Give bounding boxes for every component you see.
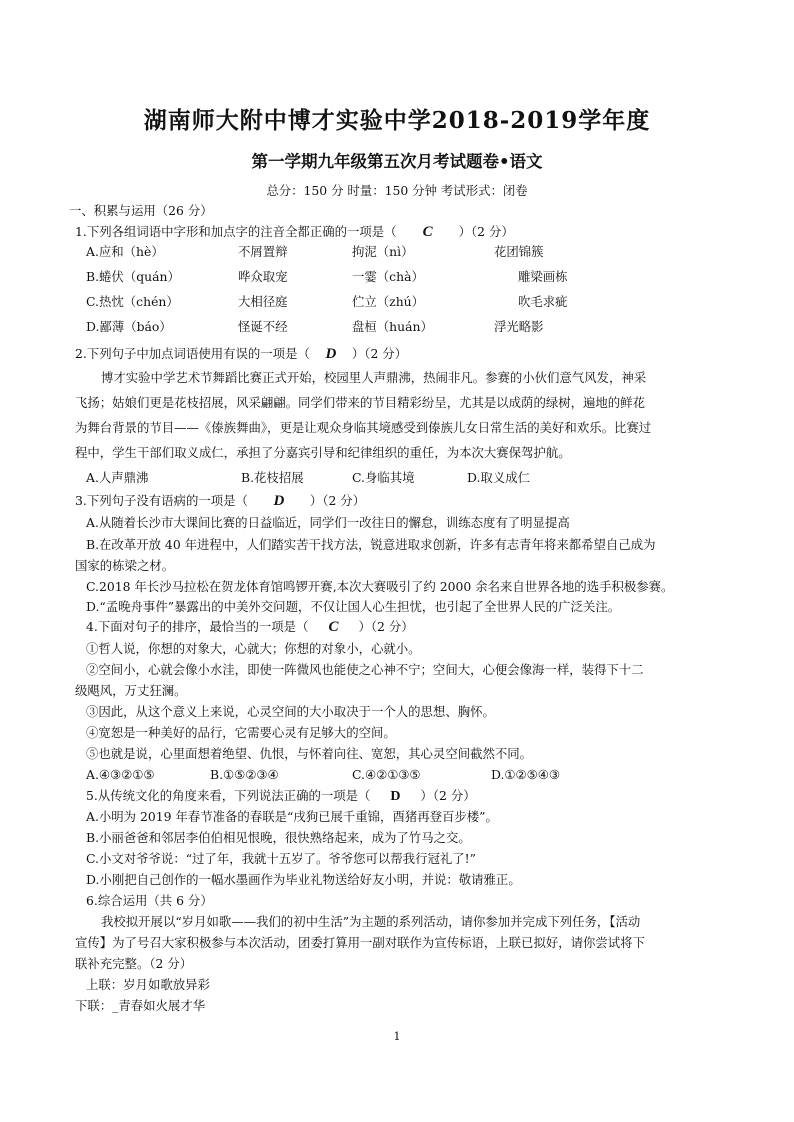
q2-option-c: C.身临其境: [352, 470, 415, 485]
q1-option-b: B.蜷伏（quán）: [86, 269, 180, 284]
q1-option-c-word4: 吹毛求疵: [518, 294, 568, 309]
q6-passage-line: 联补充完整。（2 分）: [75, 956, 193, 971]
q4-option-d: D.①②⑤④③: [491, 767, 560, 782]
q5-option-a: A.小明为 2019 年春节准备的春联是“戌狗已展千重锦，酉猪再登百步楼”。: [86, 809, 498, 824]
q1-option-d: D.鄙薄（báo）: [86, 319, 172, 334]
answer-2: D: [325, 346, 337, 362]
q2-passage-line: 飞扬；姑娘们更是花枝招展，风采翩翩。同学们带来的节目精彩纷呈，尤其是以成荫的绿树，遍地的鲜花: [75, 395, 645, 410]
q1-option-d-word2: 怪诞不经: [238, 319, 288, 334]
q3-option-b-cont: 国家的栋梁之材。: [75, 558, 175, 573]
q1-option-d-word4: 浮光略影: [494, 319, 544, 334]
q1-option-a-word4: 花团锦簇: [494, 244, 544, 259]
q1-option-b-word2: 哗众取宠: [238, 269, 288, 284]
answer-1: C: [422, 224, 433, 240]
question-4-stem: 4.下面对句子的排序，最恰当的一项是（ C ）（2 分）: [86, 619, 414, 635]
q5-option-d: D.小刚把自己创作的一幅水墨画作为毕业礼物送给好友小明，并说：敬请雅正。: [86, 872, 521, 887]
question-6-stem: 6.综合运用（共 6 分）: [86, 893, 213, 908]
q6-passage-line: 宣传】为了号召大家积极参与本次活动，团委打算用一副对联作为宣传标语，上联已拟好，请你尝试将下: [75, 935, 645, 950]
q4-sentence-2: ②空间小，心就会像小水洼，即使一阵微风也能使之心神不宁；空间大，心便会像海一样，装得下十二: [86, 662, 644, 677]
section-heading: 一、积累与运用（26 分）: [69, 203, 213, 218]
q1-option-c-word2: 大相径庭: [238, 294, 288, 309]
q1-option-b-word3: 一霎（chà）: [352, 269, 424, 284]
q1-option-a-word2: 不屑置辩: [238, 244, 288, 259]
q3-option-b: B.在改革开放 40 年进程中，人们踏实苦干找方法，锐意进取求创新，许多有志青年将来都希望自己成为: [86, 537, 656, 552]
q6-passage-line: 我校拟开展以“岁月如歌——我们的初中生活”为主题的系列活动，请你参加并完成下列任务，【活动: [101, 914, 641, 929]
q1-option-a: A.应和（hè）: [86, 244, 164, 259]
q2-option-b: B.花枝招展: [241, 470, 304, 485]
lower-couplet-answer: 下联：_青春如火展才华: [75, 998, 206, 1013]
q2-passage-line: 为舞台背景的节目——《傣族舞曲》，更是让观众身临其境感受到傣族儿女日常生活的美好和欢乐。比赛过: [75, 420, 652, 435]
question-2-stem: 2.下列句子中加点词语使用有误的一项是（ D ）（2 分）: [75, 346, 408, 362]
q2-option-a: A.人声鼎沸: [86, 470, 149, 485]
exam-meta: 总分：150 分 时量：150 分钟 考试形式：闭卷: [266, 183, 528, 198]
q5-option-b: B.小丽爸爸和邻居李伯伯相见恨晚，很快熟络起来，成为了竹马之交。: [86, 830, 471, 845]
q1-option-d-word3: 盘桓（huán）: [352, 319, 433, 334]
q4-sentence-2-cont: 级飓风，万丈狂澜。: [75, 683, 187, 698]
q4-option-b: B.①⑤②③④: [210, 767, 279, 782]
page-number: 1: [393, 1030, 401, 1043]
q1-option-c: C.热忱（chén）: [86, 294, 179, 309]
question-5-stem: 5.从传统文化的角度来看，下列说法正确的一项是（ D ）（2 分）: [86, 788, 476, 804]
q2-passage-line: 程中，学生干部们取义成仁，承担了分嘉宾引导和纪律组织的重任，为本次大赛保驾护航。: [75, 445, 571, 460]
question-1-stem: 1.下列各组词语中字形和加点字的注音全都正确的一项是（ C ）（2 分）: [75, 224, 514, 240]
q4-option-a: A.④③②①⑤: [86, 767, 155, 782]
q4-sentence-3: ③因此，从这个意义上来说，心灵空间的大小取决于一个人的思想、胸怀。: [86, 704, 495, 719]
q2-option-d: D.取义成仁: [467, 470, 530, 485]
q2-passage-line: 博才实验中学艺术节舞蹈比赛正式开始，校园里人声鼎沸，热闹非凡。参赛的小伙们意气风发，神采: [101, 370, 647, 385]
answer-3: D: [273, 493, 285, 509]
q1-option-a-word3: 拘泥（nì）: [352, 244, 414, 259]
q4-sentence-5: ⑤也就是说，心里面想着绝望、仇恨，与怀着向往、宽恕，其心灵空间截然不同。: [86, 746, 533, 761]
q4-sentence-4: ④宽恕是一种美好的品行，它需要心灵有足够大的空间。: [86, 725, 396, 740]
upper-couplet: 上联：岁月如歌放异彩: [86, 977, 210, 992]
q1-option-c-word3: 伫立（zhú）: [352, 294, 425, 309]
q4-option-c: C.④②①③⑤: [352, 767, 421, 782]
q1-option-b-word4: 雕梁画栋: [518, 269, 568, 284]
q3-option-c: C.2018 年长沙马拉松在贺龙体育馆鸣锣开赛,本次大赛吸引了约 2000 余名来自世界各地的选手积极参赛。: [86, 579, 674, 594]
q3-option-a: A.从随着长沙市大课间比赛的日益临近，同学们一改往日的懈怠，训练态度有了明显提高: [86, 515, 570, 530]
answer-5: D: [390, 789, 401, 804]
answer-4: C: [328, 619, 339, 635]
q4-sentence-1: ①哲人说，你想的对象大，心就大；你想的对象小，心就小。: [86, 641, 421, 656]
q5-option-c: C.小文对爷爷说：“过了年，我就十五岁了。爷爷您可以帮我行冠礼了!”: [86, 851, 476, 866]
exam-subtitle: 第一学期九年级第五次月考试题卷•语文: [251, 152, 543, 171]
q3-option-d: D.“孟晚舟事件”暴露出的中美外交问题，不仅让国人心生担忧，也引起了全世界人民的广泛关注。: [86, 599, 621, 614]
question-3-stem: 3.下列句子没有语病的一项是（ D ）（2 分）: [75, 493, 366, 509]
exam-title: 湖南师大附中博才实验中学2018-2019学年度: [143, 107, 651, 134]
